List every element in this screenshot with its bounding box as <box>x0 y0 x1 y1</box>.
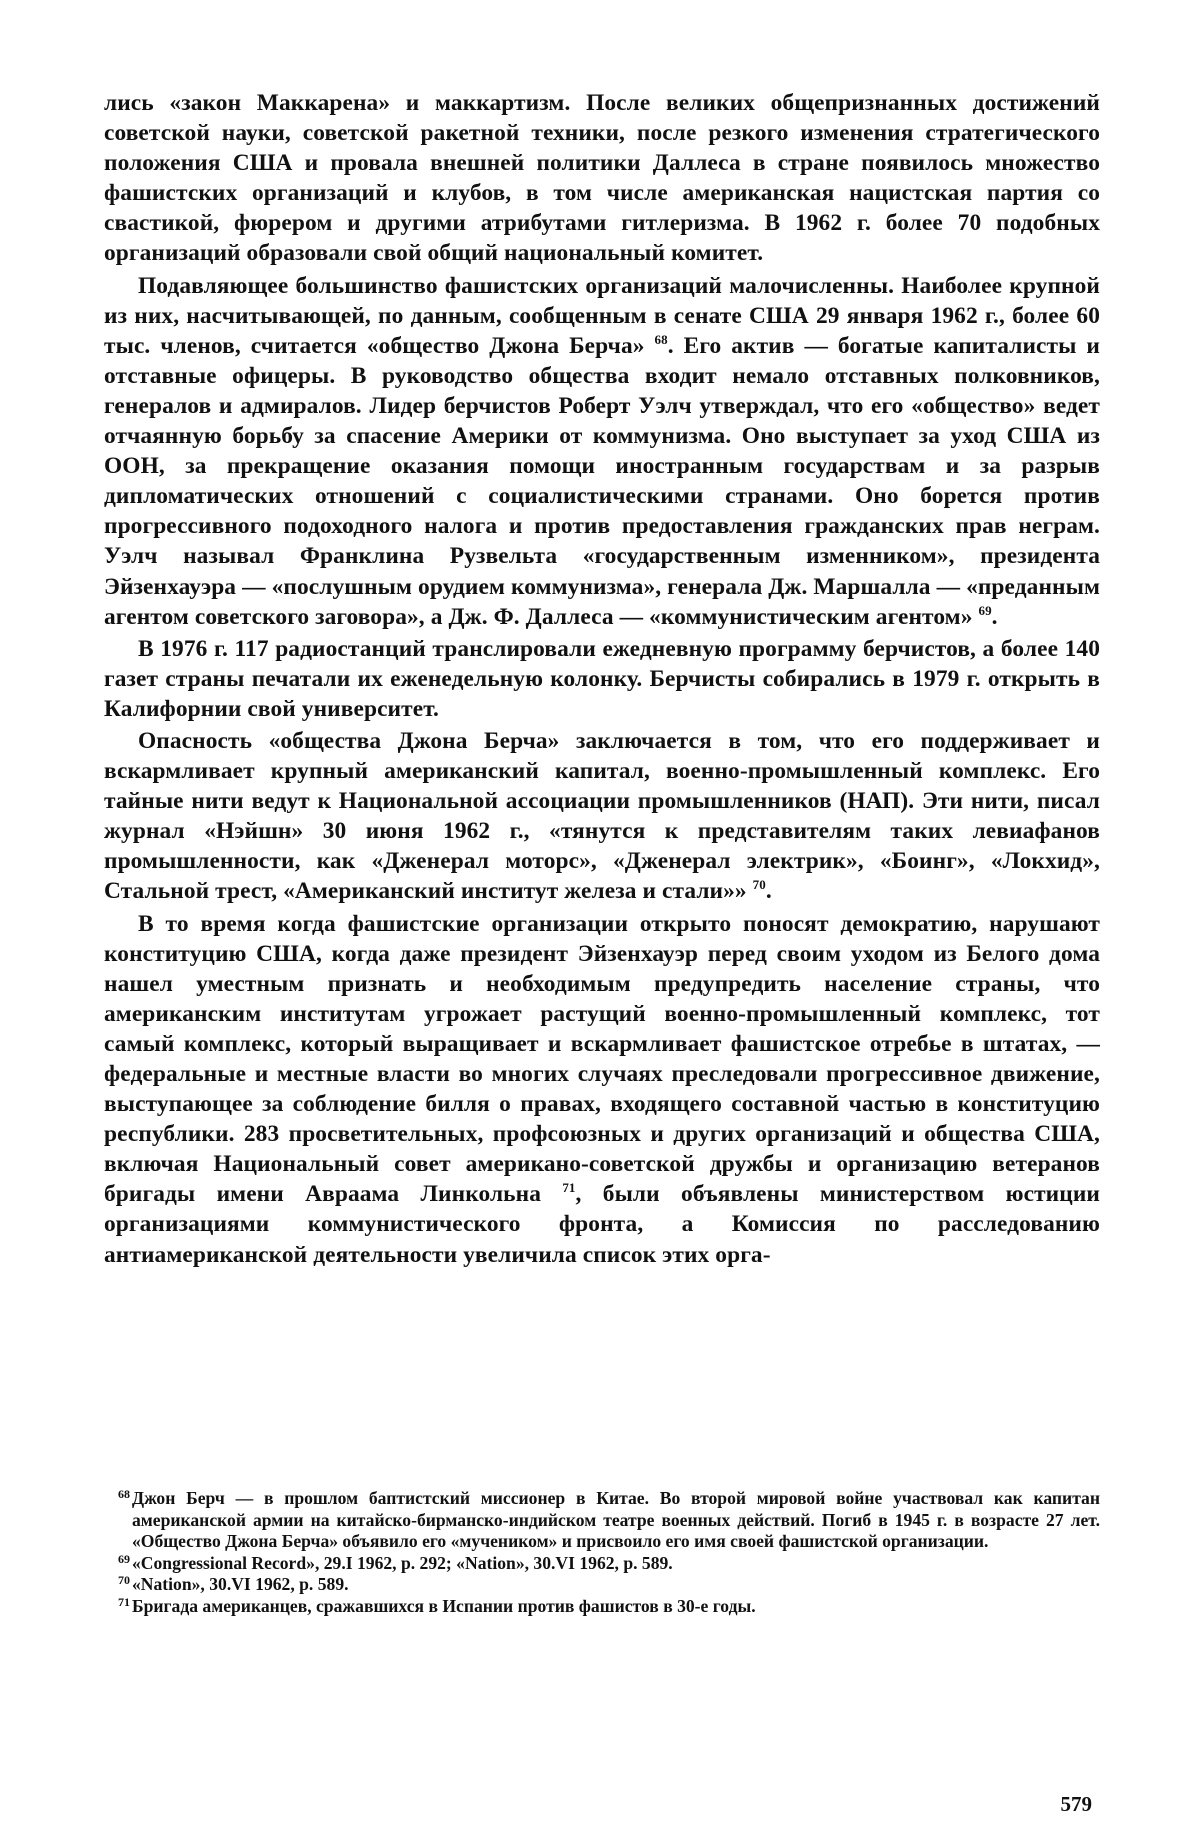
footnote <box>104 1488 1100 1553</box>
footnote <box>104 1574 1100 1596</box>
paragraph-text: В 1976 г. 117 радиостанций транслировали ежедневную программу берчистов, а более 140 газет страны печатали их еженедельную колонку. Берчисты собирались в 1979 г. открыть в Калифорнии свой университет. <box>104 635 1100 722</box>
paragraph-text: В то время когда фашистские организации открыто поносят демократию, нарушают конституцию США, когда даже президент Эйзенхауэр перед своим уходом из Белого дома нашел уместным признать и необходимым предупредить население страны, что американским институтам угрожает растущий военно-промышленный комплекс, тот самый комплекс, который выращивает и вскармливает фашистское отребье в штатах, — федеральные и местные власти во многих случаях преследовали прогрессивное движение, выступающее за соблюдение билля о правах, входящего составной частью в конституцию республики. 283 просветительных, профсоюзных и других организаций и общества США, включая Национальный совет американо-советской дружбы и организацию ветеранов бригады имени Авраама Линкольна <box>104 910 1100 1208</box>
paragraph <box>104 726 1100 907</box>
footnote-reference: 69 <box>978 602 992 618</box>
footnotes <box>104 1488 1100 1618</box>
footnote-text: Джон Берч — в прошлом баптистский миссионер в Китае. Во второй мировой войне участвовал как капитан американской армии на китайско-бирманско-индийском театре военных действий. Погиб в 1945 г. в возрасте 27 лет. «Общество Джона Берча» объявило его «мучеником» и присвоило его имя своей фашистской организации. <box>132 1488 1100 1552</box>
paragraph <box>104 909 1100 1270</box>
paragraph-text: Опасность «общества Джона Берча» заключается в том, что его поддерживает и вскармливает крупный американский капитал, военно-промышленный комплекс. Его тайные нити ведут к Национальной ассоциации промышленников (НАП). Эти нити, писал журнал «Нэйшн» 30 июня 1962 г., «тянутся к представителям таких левиафанов промышленности, как «Дженерал моторс», «Дженерал электрик», «Боинг», «Локхид», Стальной трест, «Американский институт железа и стали»» <box>104 727 1100 905</box>
page-number: 579 <box>1060 1792 1092 1816</box>
paragraph-text: . Его актив — богатые капиталисты и отставные офицеры. В руководство общества входит немало отставных полковников, генералов и адмиралов. Лидер берчистов Роберт Уэлч утверждал, что его «общество» ведет отчаянную борьбу за спасение Америки от коммунизма. Оно выступает за уход США из ООН, за прекращение оказания помощи иностранным государствам и за разрыв дипломатических отношений с социалистическими странами. Оно борется против прогрессивного подоходного налога и против предоставления гражданских прав неграм. Уэлч называл Франклина Рузвельта «государственным изменником», президента Эйзенхауэра — «послушным орудием коммунизма», генерала Дж. Маршалла — «преданным агентом советского заговора», а Дж. Ф. Даллеса — «коммунистическим агентом» <box>104 332 1100 630</box>
footnote-text: Бригада американцев, сражавшихся в Испании против фашистов в 30-е годы. <box>132 1595 756 1616</box>
footnote-reference: 68 <box>654 331 668 347</box>
footnote-number: 69 <box>118 1551 130 1566</box>
main-text <box>104 88 1100 1272</box>
footnote-text: «Congressional Record», 29.I 1962, p. 292; «Nation», 30.VI 1962, p. 589. <box>132 1552 673 1573</box>
footnote-number: 71 <box>118 1594 130 1609</box>
paragraph <box>104 271 1100 632</box>
paragraph-text: Подавляющее большинство фашистских организаций малочисленны. Наиболее крупной из них, насчитывающей, по данным, сообщенным в сенате США 29 января 1962 г., более 60 тыс. членов, считается «общество Джона Берча» <box>104 272 1100 359</box>
footnote-reference: 70 <box>752 877 766 893</box>
paragraph-text: , были объявлены министерством юстиции организациями коммунистического фронта, а Комиссия по расследованию антиамериканской деятельности увеличила список этих орга- <box>104 1181 1100 1268</box>
footnote-number: 70 <box>118 1573 130 1588</box>
paragraph <box>104 634 1100 724</box>
paragraph <box>104 88 1100 269</box>
footnote-number: 68 <box>118 1487 130 1501</box>
footnote <box>104 1596 1100 1618</box>
footnote-reference: 71 <box>562 1180 576 1196</box>
footnote-text: «Nation», 30.VI 1962, p. 589. <box>132 1574 349 1595</box>
paragraph-text: . <box>765 878 772 905</box>
paragraph-text: лись «закон Маккарена» и маккартизм. После великих общепризнанных достижений советской науки, советской ракетной техники, после резкого изменения стратегического положения США и провала внешней политики Даллеса в стране появилось множество фашистских организаций и клубов, в том числе американская нацистская партия со свастикой, фюрером и другими атрибутами гитлеризма. В 1962 г. более 70 подобных организаций образовали свой общий национальный комитет. <box>104 90 1100 267</box>
footnote <box>104 1553 1100 1575</box>
paragraph-text: . <box>991 603 998 630</box>
